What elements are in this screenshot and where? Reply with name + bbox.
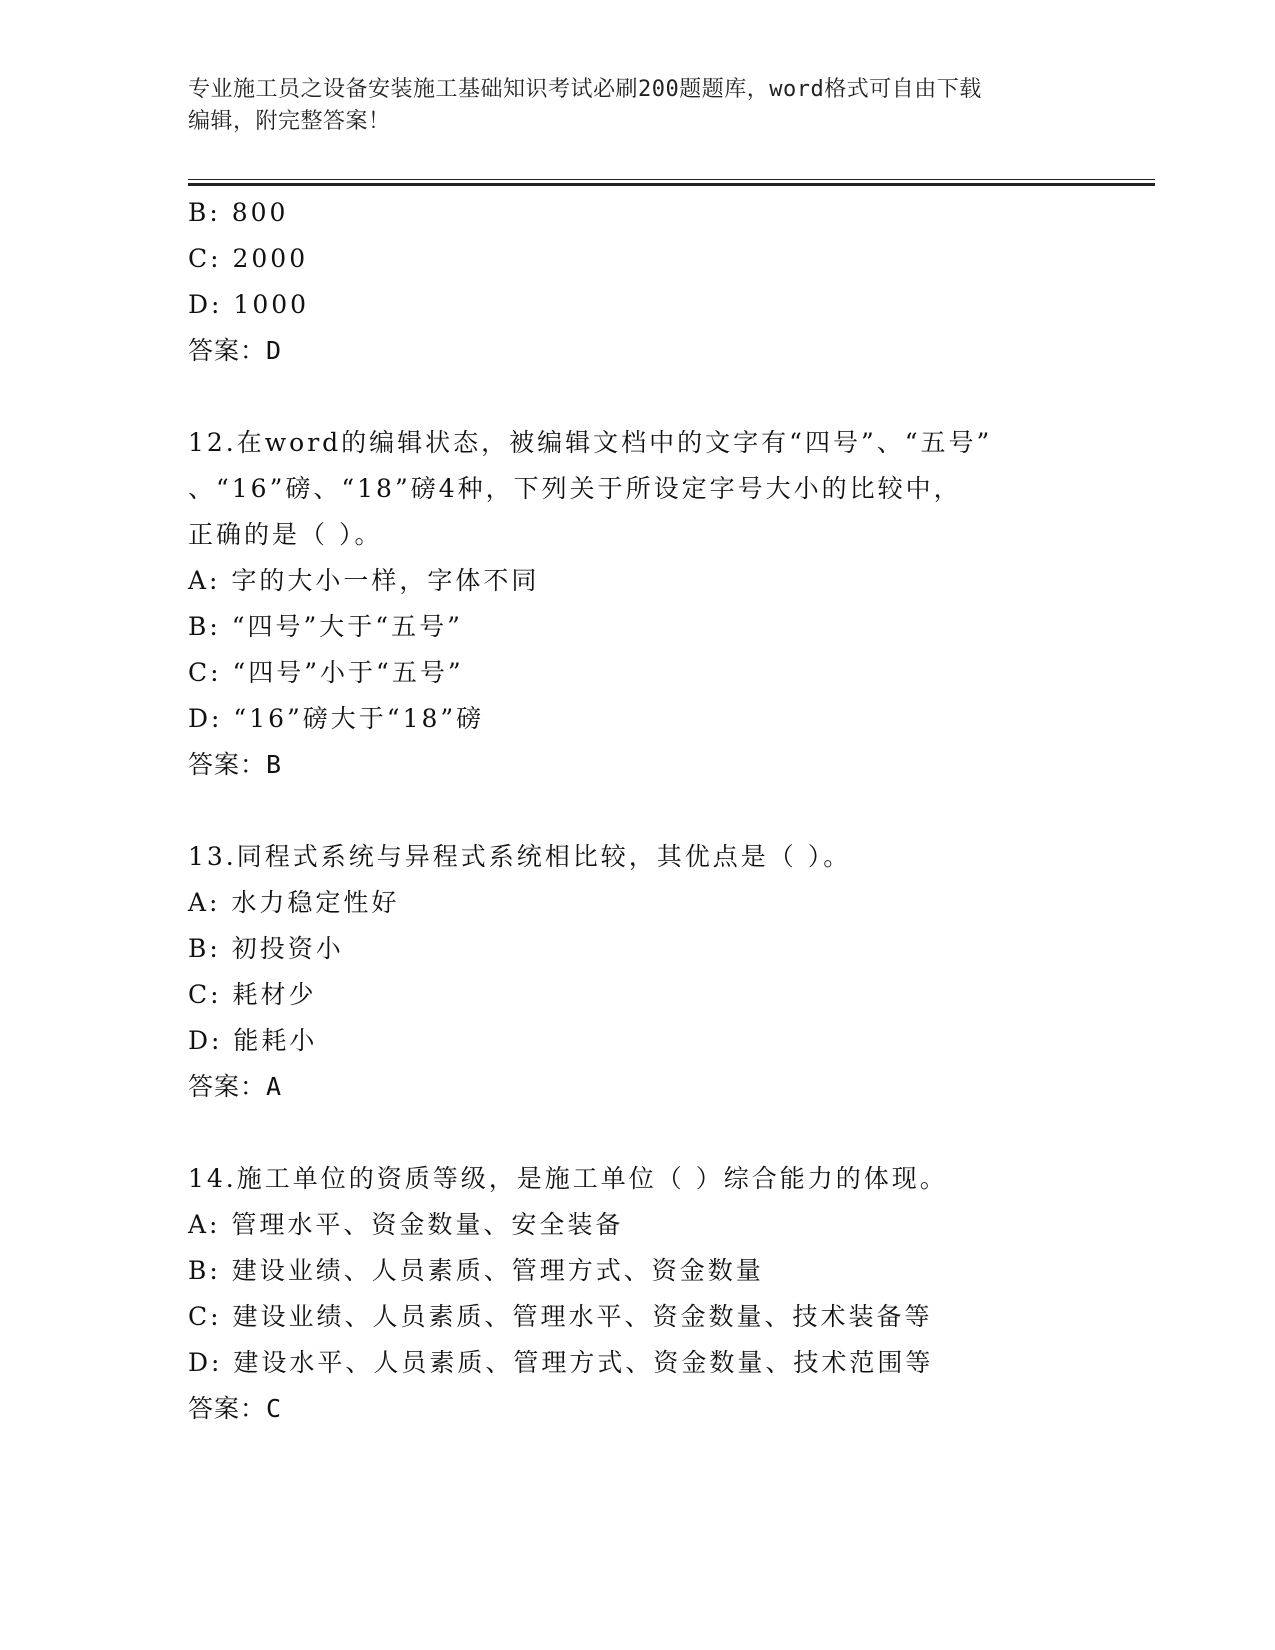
answer-line: 答案：D bbox=[188, 336, 283, 365]
option-b: B: 建设业绩、人员素质、管理方式、资金数量 bbox=[188, 1256, 764, 1285]
spacer bbox=[188, 374, 1148, 420]
option-d: D: 建设水平、人员素质、管理方式、资金数量、技术范围等 bbox=[188, 1348, 934, 1377]
header-title-line-1: 专业施工员之设备安装施工基础知识考试必刷200题题库，word格式可自由下载 bbox=[188, 77, 982, 102]
option-b: B: 800 bbox=[188, 198, 289, 227]
option-d: D: 1000 bbox=[188, 290, 310, 319]
question-13 bbox=[188, 834, 1148, 1110]
question-stem-line: 正确的是（ ）。 bbox=[188, 520, 383, 549]
question-stem-line: 12.在word的编辑状态，被编辑文档中的文字有“四号”、“五号” bbox=[188, 428, 993, 457]
spacer bbox=[188, 1110, 1148, 1156]
option-c: C: “四号”小于“五号” bbox=[188, 658, 464, 687]
question-14 bbox=[188, 1156, 1148, 1432]
option-a: A: 管理水平、资金数量、安全装备 bbox=[188, 1210, 624, 1239]
header-divider-thick bbox=[188, 183, 1155, 186]
question-stem-line: 13.同程式系统与异程式系统相比较，其优点是（ ）。 bbox=[188, 842, 852, 871]
option-b: B: 初投资小 bbox=[188, 934, 344, 963]
option-c: C: 耗材少 bbox=[188, 980, 317, 1009]
option-d: D: 能耗小 bbox=[188, 1026, 318, 1055]
answer-line: 答案：C bbox=[188, 1394, 283, 1423]
document-header bbox=[188, 74, 1068, 138]
header-divider-thin bbox=[188, 179, 1155, 180]
option-a: A: 水力稳定性好 bbox=[188, 888, 400, 917]
option-d: D: “16”磅大于“18”磅 bbox=[188, 704, 485, 733]
option-a: A: 字的大小一样，字体不同 bbox=[188, 566, 540, 595]
answer-line: 答案：B bbox=[188, 750, 283, 779]
question-stem-line: 14.施工单位的资质等级，是施工单位（ ）综合能力的体现。 bbox=[188, 1164, 948, 1193]
question-list bbox=[188, 190, 1148, 1432]
option-b: B: “四号”大于“五号” bbox=[188, 612, 463, 641]
question-11-continuation bbox=[188, 190, 1148, 374]
option-c: C: 建设业绩、人员素质、管理水平、资金数量、技术装备等 bbox=[188, 1302, 933, 1331]
answer-line: 答案：A bbox=[188, 1072, 283, 1101]
question-12 bbox=[188, 420, 1148, 788]
header-title-line-2: 编辑，附完整答案！ bbox=[188, 109, 391, 134]
question-stem-line: 、“16”磅、“18”磅4种，下列关于所设定字号大小的比较中， bbox=[188, 474, 962, 503]
option-c: C: 2000 bbox=[188, 244, 309, 273]
spacer bbox=[188, 788, 1148, 834]
